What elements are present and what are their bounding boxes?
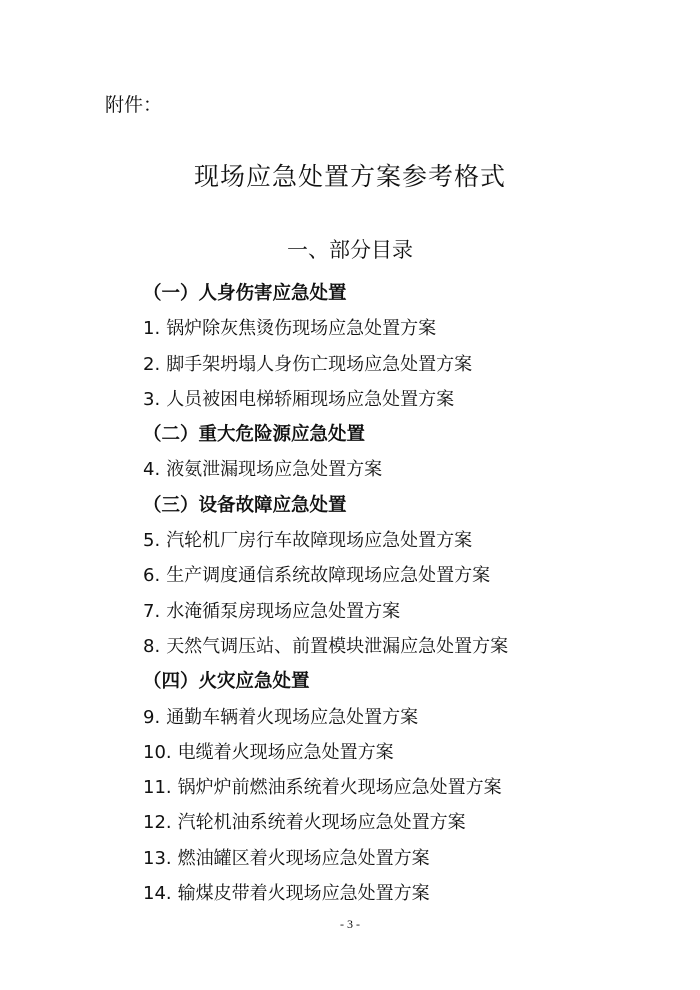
toc-item-number: 6. <box>143 565 161 587</box>
toc-group-heading: （一）人身伤害应急处置 <box>143 283 347 304</box>
section-heading: 一、部分目录 <box>287 238 413 262</box>
document-title: 现场应急处置方案参考格式 <box>193 162 506 191</box>
toc-item <box>143 594 663 629</box>
toc-item-text: 输煤皮带着火现场应急处置方案 <box>177 883 430 905</box>
toc-item <box>143 735 663 770</box>
toc-item <box>143 805 663 840</box>
toc-item-number: 12. <box>143 812 172 834</box>
toc-item <box>143 770 663 805</box>
toc-item-text: 生产调度通信系统故障现场应急处置方案 <box>166 565 491 587</box>
table-of-contents <box>143 276 663 911</box>
toc-item-number: 2. <box>143 353 161 375</box>
toc-item-number: 7. <box>143 600 161 622</box>
toc-item <box>143 382 663 417</box>
toc-item-number: 11. <box>143 777 172 799</box>
toc-item-number: 8. <box>143 635 161 657</box>
toc-item <box>143 629 663 664</box>
toc-item-text: 通勤车辆着火现场应急处置方案 <box>166 706 419 728</box>
toc-item-text: 液氨泄漏现场应急处置方案 <box>166 459 383 481</box>
toc-item-text: 天然气调压站、前置模块泄漏应急处置方案 <box>166 635 509 657</box>
toc-item <box>143 523 663 558</box>
toc-item-number: 14. <box>143 883 172 905</box>
toc-item-text: 汽轮机油系统着火现场应急处置方案 <box>177 812 466 834</box>
toc-item-number: 10. <box>143 741 172 763</box>
toc-item-number: 1. <box>143 318 161 340</box>
toc-item-text: 汽轮机厂房行车故障现场应急处置方案 <box>166 530 473 552</box>
toc-item-text: 电缆着火现场应急处置方案 <box>177 741 394 763</box>
toc-item-text: 脚手架坍塌人身伤亡现场应急处置方案 <box>166 353 473 375</box>
toc-item <box>143 347 663 382</box>
toc-item-text: 水淹循泵房现场应急处置方案 <box>166 600 401 622</box>
toc-group-heading: （二）重大危险源应急处置 <box>143 424 366 446</box>
toc-item <box>143 876 663 911</box>
toc-item-text: 人员被困电梯轿厢现场应急处置方案 <box>166 388 455 410</box>
toc-item-number: 5. <box>143 530 161 552</box>
page-number: - 3 - <box>340 917 360 931</box>
toc-item-number: 13. <box>143 847 172 869</box>
toc-item-text: 锅炉除灰焦烫伤现场应急处置方案 <box>166 318 437 340</box>
toc-item <box>143 452 663 487</box>
toc-item-number: 9. <box>143 706 161 728</box>
toc-group-heading: （四）火灾应急处置 <box>143 671 310 693</box>
toc-item <box>143 841 663 876</box>
toc-item-number: 3. <box>143 388 161 410</box>
toc-item-text: 燃油罐区着火现场应急处置方案 <box>177 847 430 869</box>
toc-group-heading: （三）设备故障应急处置 <box>143 494 347 516</box>
attachment-label: 附件： <box>105 94 163 116</box>
toc-item <box>143 700 663 735</box>
toc-item <box>143 311 663 346</box>
toc-item <box>143 558 663 593</box>
toc-item-number: 4. <box>143 459 161 481</box>
toc-item-text: 锅炉炉前燃油系统着火现场应急处置方案 <box>177 777 502 799</box>
